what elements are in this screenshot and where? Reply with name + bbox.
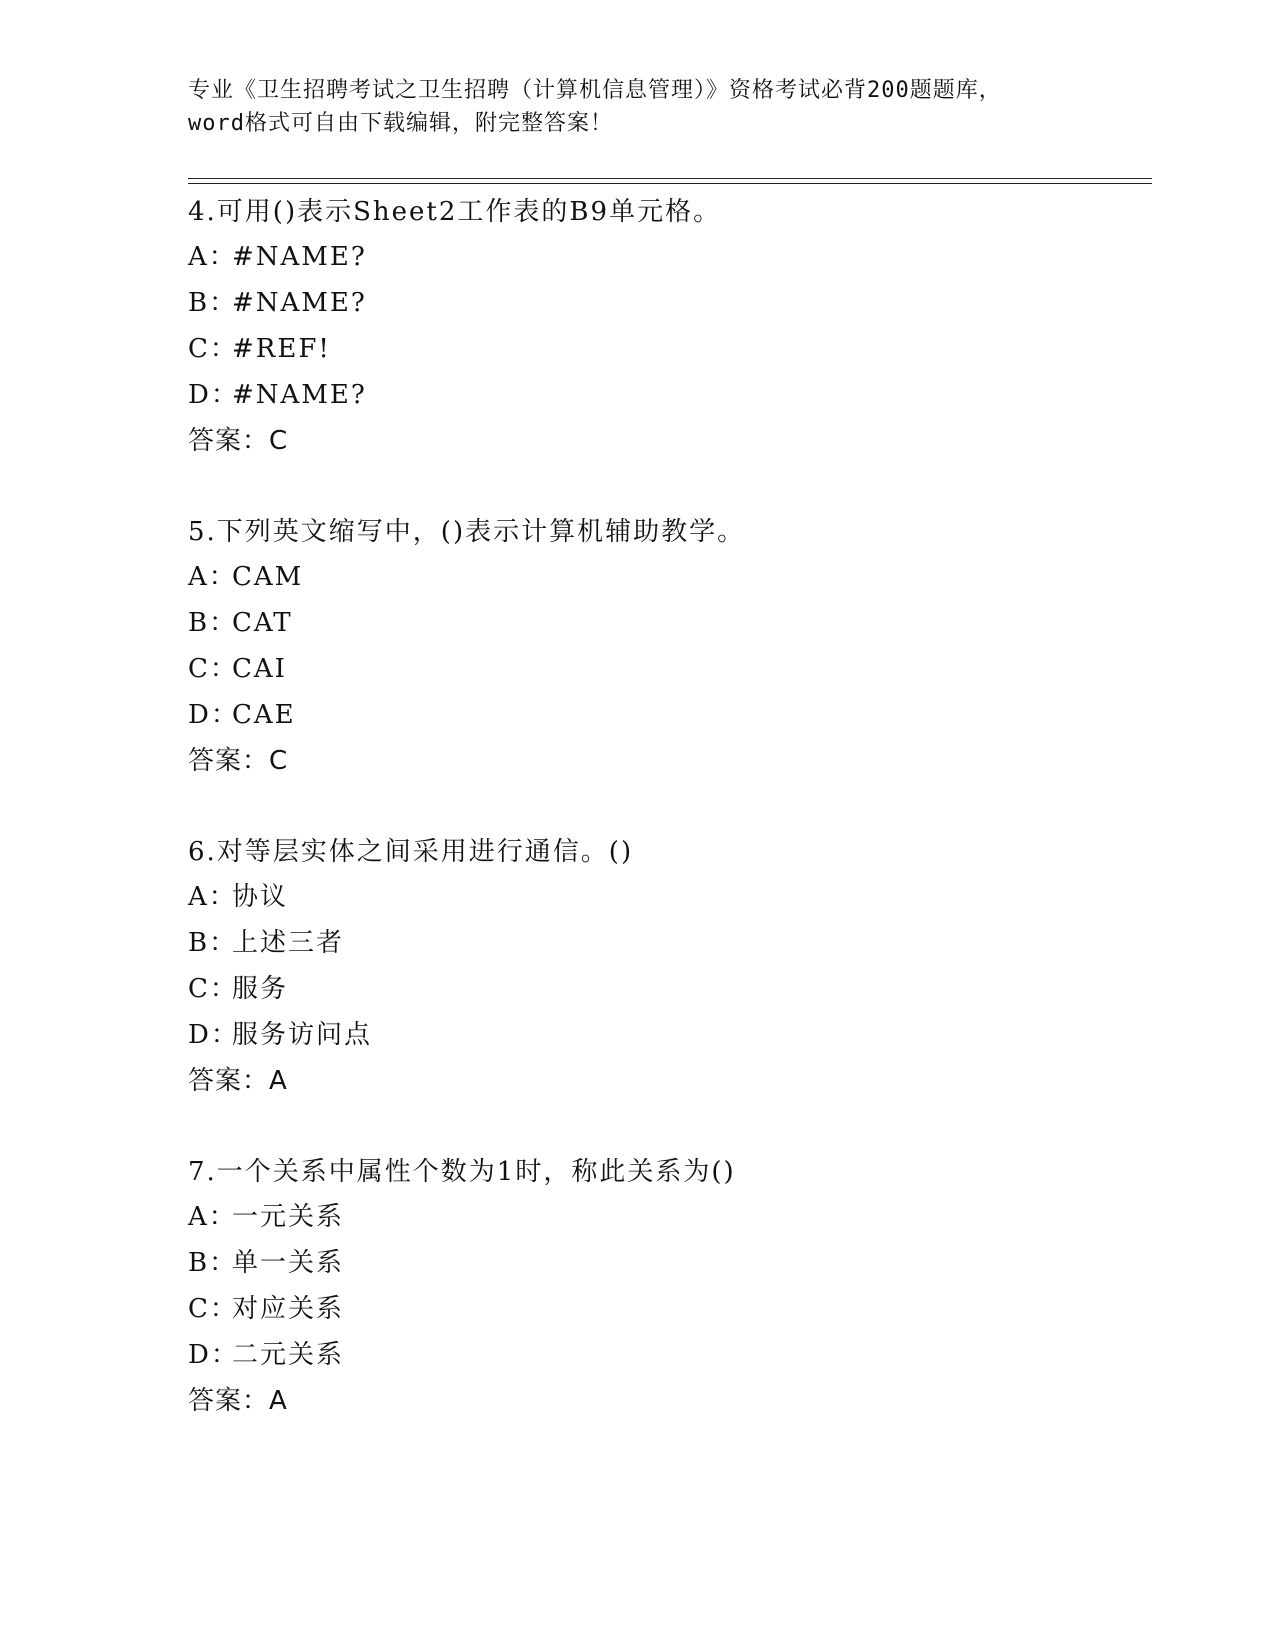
- option-a: [188, 554, 1152, 600]
- option-text: #REF!: [232, 334, 331, 364]
- option-label: B：: [188, 928, 238, 958]
- option-text: 服务: [232, 974, 289, 1004]
- option-a: [188, 234, 1152, 280]
- option-text: #NAME?: [232, 288, 367, 318]
- question-7: [188, 1150, 1152, 1470]
- question-stem: 5.下列英文缩写中，()表示计算机辅助教学。: [188, 517, 746, 547]
- option-text: CAT: [232, 608, 293, 638]
- option-text: 对应关系: [232, 1294, 345, 1324]
- answer: 答案：C: [188, 746, 289, 776]
- option-label: B：: [188, 608, 238, 638]
- option-c: [188, 1286, 1152, 1332]
- header-divider-bottom: [188, 183, 1152, 184]
- answer: 答案：A: [188, 1066, 288, 1096]
- option-d: [188, 1012, 1152, 1058]
- option-label: A：: [188, 882, 237, 912]
- option-c: [188, 646, 1152, 692]
- option-text: #NAME?: [232, 380, 367, 410]
- option-label: A：: [188, 562, 237, 592]
- answer: 答案：C: [188, 426, 289, 456]
- option-label: A：: [188, 1202, 237, 1232]
- option-text: 协议: [232, 882, 289, 912]
- question-list: [188, 190, 1152, 1470]
- option-a: [188, 874, 1152, 920]
- option-a: [188, 1194, 1152, 1240]
- option-text: 单一关系: [232, 1248, 345, 1278]
- option-label: A：: [188, 242, 237, 272]
- option-c: [188, 326, 1152, 372]
- question-6: [188, 830, 1152, 1150]
- question-5: [188, 510, 1152, 830]
- document-header: [188, 74, 1088, 140]
- option-text: CAI: [232, 654, 287, 684]
- option-text: 一元关系: [232, 1202, 345, 1232]
- option-label: D：: [188, 1020, 239, 1050]
- question-4: [188, 190, 1152, 510]
- header-title-line-1: 专业《卫生招聘考试之卫生招聘（计算机信息管理）》资格考试必背200题题库，: [188, 78, 1002, 103]
- option-d: [188, 1332, 1152, 1378]
- option-d: [188, 372, 1152, 418]
- option-text: 二元关系: [232, 1340, 345, 1370]
- option-text: CAM: [232, 562, 304, 592]
- option-label: B：: [188, 1248, 238, 1278]
- header-divider-top: [188, 178, 1152, 179]
- question-stem: 4.可用()表示Sheet2工作表的B9单元格。: [188, 197, 722, 227]
- option-b: [188, 920, 1152, 966]
- option-label: D：: [188, 700, 239, 730]
- option-text: CAE: [232, 700, 296, 730]
- answer: 答案：A: [188, 1386, 288, 1416]
- option-label: C：: [188, 654, 238, 684]
- option-text: #NAME?: [232, 242, 367, 272]
- option-label: D：: [188, 1340, 239, 1370]
- option-label: C：: [188, 334, 238, 364]
- option-text: 服务访问点: [232, 1020, 373, 1050]
- option-label: B：: [188, 288, 238, 318]
- option-b: [188, 1240, 1152, 1286]
- option-b: [188, 600, 1152, 646]
- option-text: 上述三者: [232, 928, 345, 958]
- header-title-line-2: word格式可自由下载编辑，附完整答案！: [188, 111, 613, 136]
- option-label: C：: [188, 974, 238, 1004]
- option-label: D：: [188, 380, 239, 410]
- option-label: C：: [188, 1294, 238, 1324]
- question-stem: 7.一个关系中属性个数为1时，称此关系为(): [188, 1157, 736, 1187]
- option-c: [188, 966, 1152, 1012]
- question-stem: 6.对等层实体之间采用进行通信。(): [188, 837, 634, 867]
- option-d: [188, 692, 1152, 738]
- option-b: [188, 280, 1152, 326]
